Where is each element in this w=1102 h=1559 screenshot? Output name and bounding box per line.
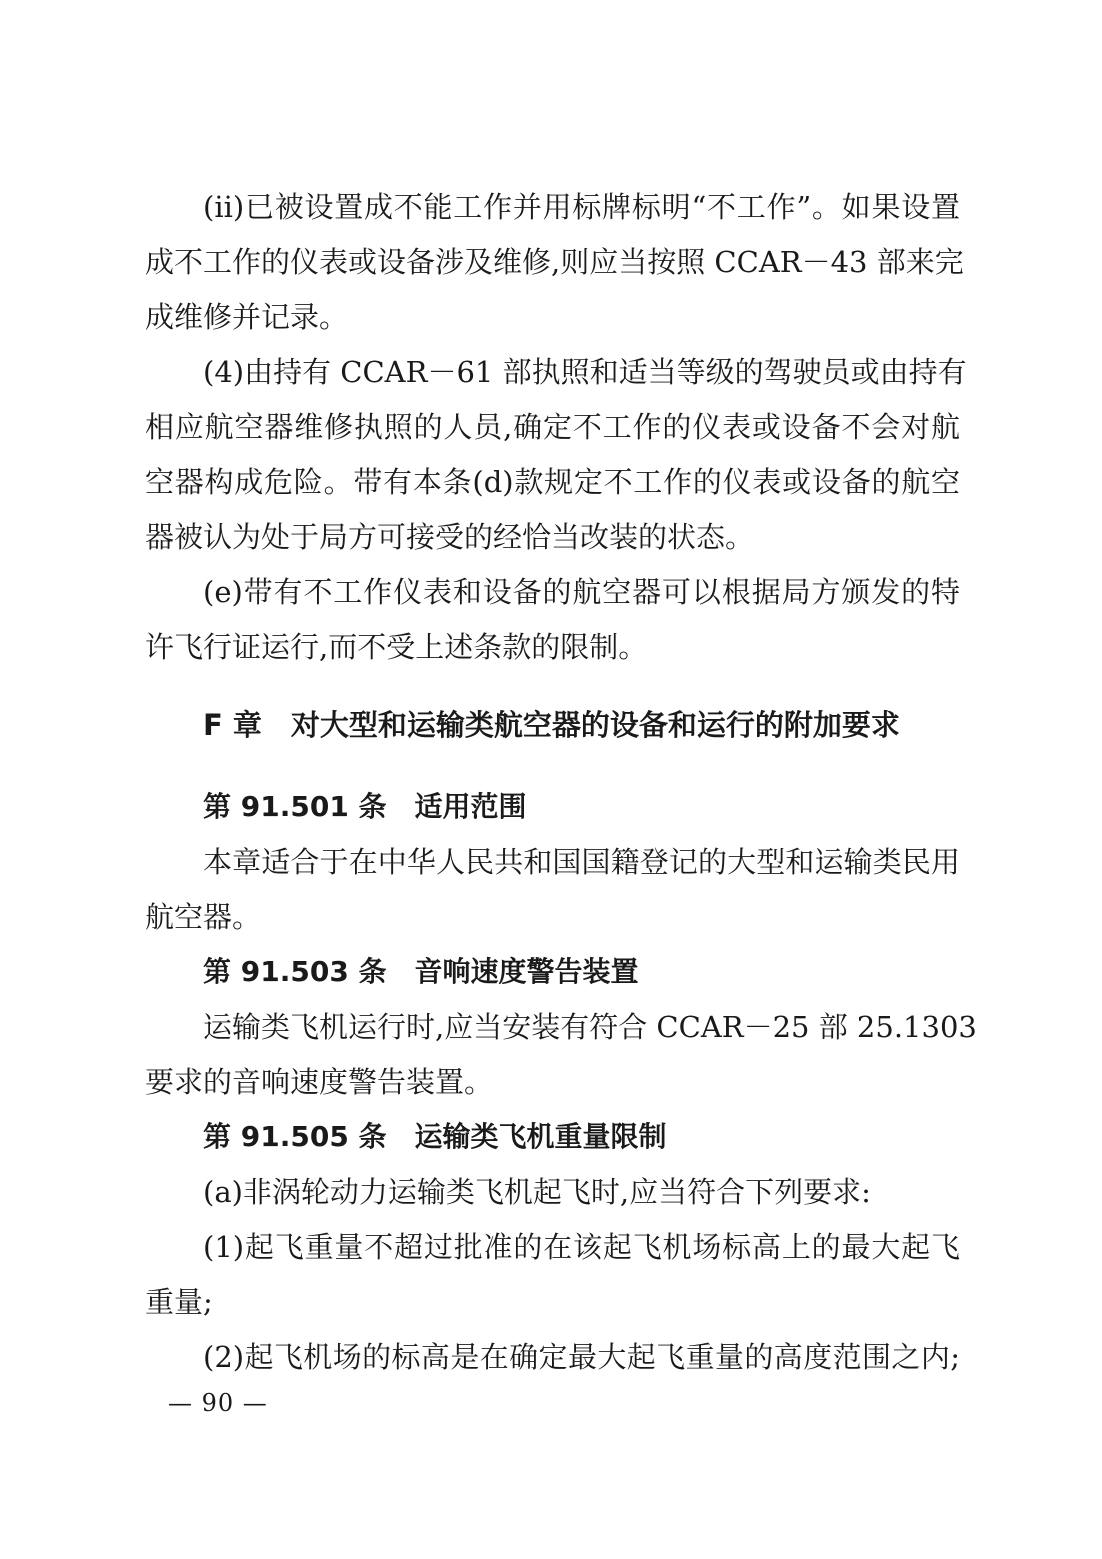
article-heading: 第 91.501 条 适用范围 <box>203 790 527 823</box>
paragraph-line: 本章适合于在中华人民共和国国籍登记的大型和运输类民用 <box>203 845 960 879</box>
page-number: — 90 — <box>168 1389 268 1417</box>
paragraph-line: 许飞行证运行,而不受上述条款的限制。 <box>145 630 648 664</box>
paragraph-line: 重量; <box>145 1285 213 1319</box>
paragraph-line: (a)非涡轮动力运输类飞机起飞时,应当符合下列要求: <box>203 1175 871 1209</box>
paragraph-line: (1)起飞重量不超过批准的在该起飞机场标高上的最大起飞 <box>203 1230 960 1264</box>
paragraph-line: 航空器。 <box>145 900 262 934</box>
paragraph-line: 要求的音响速度警告装置。 <box>145 1065 494 1099</box>
article-heading: 第 91.503 条 音响速度警告装置 <box>203 955 639 988</box>
paragraph-line: 运输类飞机运行时,应当安装有符合 CCAR－25 部 25.1303 <box>203 1010 977 1044</box>
paragraph-line: 相应航空器维修执照的人员,确定不工作的仪表或设备不会对航 <box>145 410 960 444</box>
article-heading: 第 91.505 条 运输类飞机重量限制 <box>203 1120 667 1153</box>
chapter-title: F 章 对大型和运输类航空器的设备和运行的附加要求 <box>203 708 900 742</box>
paragraph-line: 成不工作的仪表或设备涉及维修,则应当按照 CCAR－43 部来完 <box>145 245 964 279</box>
paragraph-line: (ii)已被设置成不能工作并用标牌标明“不工作”。如果设置 <box>203 190 960 224</box>
paragraph-line: 成维修并记录。 <box>145 300 349 334</box>
paragraph-line: (4)由持有 CCAR－61 部执照和适当等级的驾驶员或由持有 <box>203 355 967 389</box>
paragraph-line: 器被认为处于局方可接受的经恰当改装的状态。 <box>145 520 755 554</box>
paragraph-line: (2)起飞机场的标高是在确定最大起飞重量的高度范围之内; <box>203 1340 960 1374</box>
paragraph-line: 空器构成危险。带有本条(d)款规定不工作的仪表或设备的航空 <box>145 465 960 499</box>
paragraph-line: (e)带有不工作仪表和设备的航空器可以根据局方颁发的特 <box>203 575 960 609</box>
